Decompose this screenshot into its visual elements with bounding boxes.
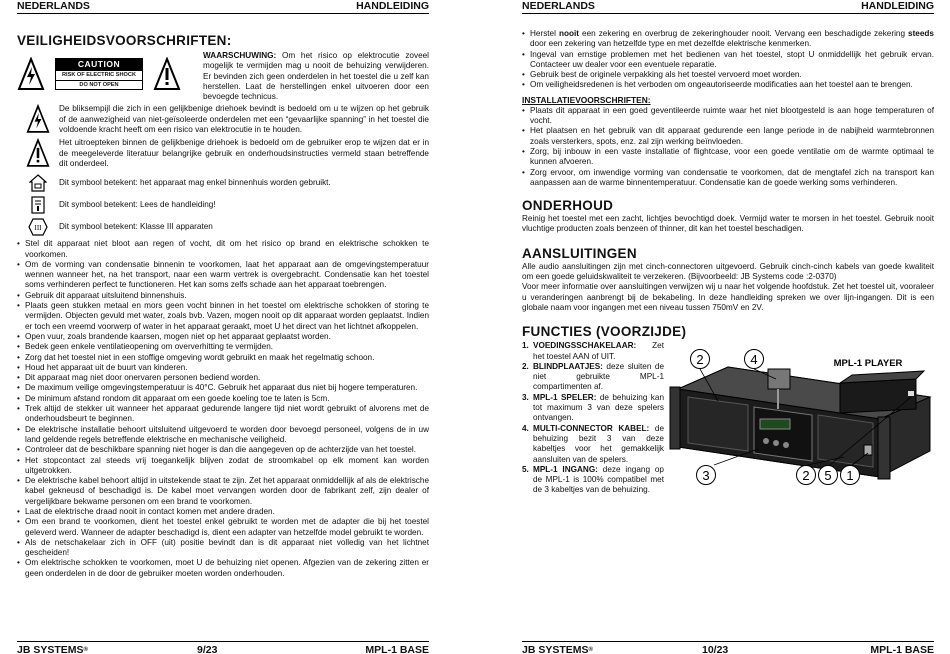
bullet-item: • Bedek geen enkele ventilatieopening om oververhitting te vermijden. xyxy=(17,342,429,352)
bullet-item: • De minimum afstand rondom dit apparaat om een goede koeling toe te laten is 5cm. xyxy=(17,394,429,404)
bullet-item: • Gebruik best de originele verpakking als het toestel vervoerd moet worden. xyxy=(522,70,934,80)
bullet-item: • Plaats geen stukken metaal en mors geen vocht binnen in het toestel om elektrische schokken of storing te vermijden. Objecten gevuld met water, zoals bvb. Vazen, mogen nooit op dit apparaat worden geplaatst. Indien er toch een vreemd voorwerp of water in het apparaat geraakt, moet U het direct van het lichtnet afkoppelen. xyxy=(17,301,429,332)
svg-text:III: III xyxy=(34,224,42,233)
bullet-item: • Controleer dat de beschikbare spanning niet hoger is dan die aangegeven op de achterzijde van het toestel. xyxy=(17,445,429,455)
header-language: NEDERLANDS xyxy=(522,0,595,12)
bullet-item: • Stel dit apparaat niet bloot aan regen of vocht, dit om het risico op brand en elektrische schokken te voorkomen. xyxy=(17,239,429,260)
symbol-row-manual xyxy=(17,196,429,214)
svg-text:3: 3 xyxy=(702,468,710,484)
bullet-item: • Het stopcontact zal steeds vrij toegankelijk blijven zodat de stroomkabel op elk moment kan worden uitgetrokken. xyxy=(17,456,429,477)
exclamation-triangle-icon xyxy=(26,138,50,168)
footer-page-number: 10/23 xyxy=(702,644,729,654)
safety-bullet-list-continued xyxy=(522,29,934,91)
function-item: 4. MULTI-CONNECTOR KABEL: de behuizing bezit 3 van deze kabeltjes voor het gemakkelijk aansluiten van de spelers. xyxy=(522,423,664,464)
bullet-item: • Trek altijd de stekker uit wanneer het apparaat gedurende langere tijd niet wordt gebruikt of alvorens met de onderhoudsbeurt te beginnen. xyxy=(17,404,429,425)
symbol-text-indoor: Dit symbool betekent: het apparaat mag enkel binnenhuis worden gebruikt. xyxy=(59,178,331,188)
bullet-item: • Zorg dat het toestel niet in een stoffige omgeving wordt gebruikt en maak het regelmatig schoon. xyxy=(17,353,429,363)
symbol-text-manual: Dit symbool betekent: Lees de handleiding! xyxy=(59,200,216,210)
install-bullet-item: • Het plaatsen en het gebruik van dit apparaat gedurende een lange periode in de nabijheid warmtebronnen zoals versterkers, spots, enz. zal zijn werking beïnvloeden. xyxy=(522,126,934,147)
safety-bullet-list xyxy=(17,239,429,579)
section-title-safety: VEILIGHEIDSVOORSCHRIFTEN: xyxy=(17,33,232,48)
header-language: NEDERLANDS xyxy=(17,0,90,12)
footer-model: MPL-1 BASE xyxy=(365,644,429,654)
bullet-item: • Om elektrische schokken te voorkomen, moet U de behuizing niet openen. Afgezien van de zekering zitten er geen onderdelen in de door de gebruiker moeten worden onderhouden. xyxy=(17,558,429,579)
safety-section xyxy=(17,33,429,579)
section-title-maintenance: ONDERHOUD xyxy=(522,198,614,214)
indoor-use-icon xyxy=(29,174,47,192)
footer-brand: JB SYSTEMS® xyxy=(17,644,88,654)
section-title-functions: FUNCTIES (VOORZIJDE) xyxy=(522,324,687,340)
install-bullet-item: • Plaats dit apparaat in een goed geventileerde ruimte waar het niet blootgesteld is aan hoge temperaturen of vocht. xyxy=(522,106,934,127)
callout-2-top xyxy=(691,350,710,369)
symbol-row-class3 xyxy=(17,218,429,236)
footer-page-number: 9/23 xyxy=(197,644,218,654)
exclamation-explanation xyxy=(17,138,429,169)
bullet-item: • Gebruik dit apparaat uitsluitend binnenshuis. xyxy=(17,291,429,301)
header-doc-type: HANDLEIDING xyxy=(861,0,934,12)
callout-5 xyxy=(819,466,838,485)
lightning-text: De bliksempijl die zich in een gelijkbenige driehoek bevindt is bedoeld om u te wijzen op het gebruik of de aanwezigheid van niet-geïsoleerde onderdelen met een “gevaarlijke spanning” in het toestel die voldoende kracht heeft om een risico van elektrocutie in te houden. xyxy=(59,104,429,135)
bullet-item: • Om de vorming van condensatie binnenin te voorkomen, laat het apparaat aan de omgevingstemperatuur wennen wanneer het, na het transport, naar een warm vertrek is overgebracht. Condensatie kan het toestel soms verhinderen perfect te functioneren. Het kan soms zelfs schade aan het apparaat toebrengen. xyxy=(17,260,429,291)
bullet-item: • Als de netschakelaar zich in OFF (uit) positie bevindt dan is dit apparaat niet volledig van het lichtnet gescheiden! xyxy=(17,538,429,559)
install-bullet-list xyxy=(522,106,934,188)
functions-block xyxy=(522,341,934,495)
install-title: INSTALLATIEVOORSCHRIFTEN: xyxy=(522,94,651,105)
function-item: 2. BLINDPLAATJES: deze sluiten de niet gebruikte MPL-1 compartimenten af. xyxy=(522,361,664,392)
bullet-item: • De elektrische kabel behoort altijd in uitstekende staat te zijn. Zet het apparaat onmiddellijk af als de elektrische kabel gekneusd of beschadigd is. De kabel moet vervangen worden door de fabrikant zelf, zijn dealer of vergelijkbare bekwame personen om een brand te voorkomen. xyxy=(17,476,429,507)
exclamation-text: Het uitroepteken binnen de gelijkbenige driehoek is bedoeld om de gebruiker erop te wijzen dat er in de meegeleverde literatuur belangrijke gebruik en onderhoudsinstructies vermeld staan betreffende dit onderdeel. xyxy=(59,138,429,168)
bullet-item: • De maximum veilige omgevingstemperatuur is 40°C. Gebruik het apparaat dus niet bij hogere temperaturen. xyxy=(17,383,429,393)
lightning-explanation xyxy=(17,104,429,135)
footer-brand: JB SYSTEMS® xyxy=(522,644,593,654)
page-header xyxy=(522,0,934,14)
header-doc-type: HANDLEIDING xyxy=(356,0,429,12)
section-title-connections: AANSLUITINGEN xyxy=(522,245,637,261)
read-manual-icon xyxy=(29,196,47,214)
function-item: 5. MPL-1 INGANG: deze ingang op de MPL-1 is 100% compatibel met de 3 kabeltjes van de behuizing. xyxy=(522,464,664,495)
bullet-item: • Dit apparaat mag niet door onervaren personen bediend worden. xyxy=(17,373,429,383)
svg-text:1: 1 xyxy=(846,468,854,484)
install-bullet-item: • Zorg ervoor, om inwendige vorming van condensatie te voorkomen, dat de mengtafel zich na transport kan aanpassen aan de warme binnentemperatuur. Condensatie kan de goede werking soms verhinderen. xyxy=(522,168,934,189)
bullet-item: • Laat de elektrische draad nooit in contact komen met andere draden. xyxy=(17,507,429,517)
svg-text:2: 2 xyxy=(802,468,810,484)
warning-block xyxy=(17,51,429,102)
connections-text-1: Alle audio aansluitingen zijn met cinch-connectoren uitgevoerd. Gebruik cinch-cinch kabels van goede kwaliteit om een goede geluidskwaliteit te verzekeren. (Bijvoorbeeld: JB Systems code :2-0370) xyxy=(522,261,934,282)
front-panel-diagram xyxy=(668,339,933,489)
callout-3 xyxy=(697,466,716,485)
symbol-row-indoor xyxy=(17,174,429,192)
bullet-item: • Houd het apparaat uit de buurt van kinderen. xyxy=(17,363,429,373)
lightning-warning-icon xyxy=(17,57,45,91)
functions-list xyxy=(522,341,664,495)
class-iii-icon xyxy=(28,218,48,236)
bullet-item: • Om veiligheidsredenen is het verboden om ongeautoriseerde modificaties aan het toestel aan te brengen. xyxy=(522,80,934,90)
symbol-text-class3: Dit symbool betekent: Klasse III apparaten xyxy=(59,222,213,232)
svg-text:5: 5 xyxy=(824,468,832,484)
connections-text-2: Voor meer informatie over aansluitingen verwijzen wij u naar het volgende hoofdstuk. Zet het toestel uit, vooraleer u veranderingen aanbrengt bij de bekabeling. In deze handleiding spreken we over lijn-ingangen. Dit is een globale naam voor ingangen met een niveau tussen 750mV en 2V. xyxy=(522,282,934,312)
svg-text:2: 2 xyxy=(696,352,704,368)
svg-text:4: 4 xyxy=(750,352,758,368)
callout-2-bottom xyxy=(797,466,816,485)
footer-model: MPL-1 BASE xyxy=(870,644,934,654)
caution-label: CAUTION RISK OF ELECTRIC SHOCK DO NOT OPEN xyxy=(55,58,143,90)
callout-4 xyxy=(745,350,764,369)
bullet-item: • De elektrische installatie behoort uitsluitend uitgevoerd te worden door bevoegd personeel, volgens de in uw land geldende regels betreffende elektrische en mechanische veiligheid. xyxy=(17,425,429,446)
exclamation-warning-icon xyxy=(153,57,181,91)
right-page xyxy=(522,0,934,654)
function-item: 3. MPL-1 SPELER: de behuizing kan tot maximum 3 van deze spelers ontvangen. xyxy=(522,392,665,423)
callout-1 xyxy=(841,466,860,485)
lightning-triangle-icon xyxy=(26,104,50,134)
maintenance-text: Reinig het toestel met een zacht, lichtjes bevochtigd doek. Vermijd water te morsen in het toestel. Gebruik nooit vluchtige producten zoals benzeen of thinner, dit kan het toestel beschadigen. xyxy=(522,214,934,234)
player-label: MPL-1 PLAYER xyxy=(833,358,903,370)
install-bullet-item: • Zorg, bij inbouw in een vaste installatie of flightcase, voor een goede ventilatie om de warmte optimaal te kunnen afvoeren. xyxy=(522,147,934,168)
bullet-item: • Om een brand te voorkomen, dient het toestel enkel gebruikt te worden met de adapter die bij het toestel geleverd werd. Wanneer de adapter beschadigd is, dient een adapter van hetzelfde model gebruikt te worden. xyxy=(17,517,429,538)
right-content xyxy=(522,29,934,496)
page-footer xyxy=(17,641,429,654)
warning-icons xyxy=(17,51,203,91)
bullet-item: • Herstel nooit een zekering en overbrug de zekeringhouder nooit. Vervang een beschadigde zekering steeds door een zekering van hetzelfde type en met dezelfde elektrische kenmerken. xyxy=(522,29,934,50)
function-item: 1. VOEDINGSSCHAKELAAR: Zet het toestel AAN of UIT. xyxy=(522,341,664,361)
warning-text: WAARSCHUWING: Om het risico op elektrocutie zoveel mogelijk te vermijden mag u nooit de behuizing verwijderen. Er bevinden zich geen onderdelen in het toestel die u zelf kan herstellen. Laat de herstellingen enkel uitvoeren door een bevoegde technicus. xyxy=(203,51,429,102)
left-page xyxy=(17,0,429,654)
bullet-item: • Open vuur, zoals brandende kaarsen, mogen niet op het apparaat geplaatst worden. xyxy=(17,332,429,342)
page-footer xyxy=(522,641,934,654)
bullet-item: • Ingeval van ernstige problemen met het bedienen van het toestel, stopt U onmiddellijk het gebruik ervan. Contacteer uw dealer voor een eventuele reparatie. xyxy=(522,50,934,71)
page-header xyxy=(17,0,429,14)
